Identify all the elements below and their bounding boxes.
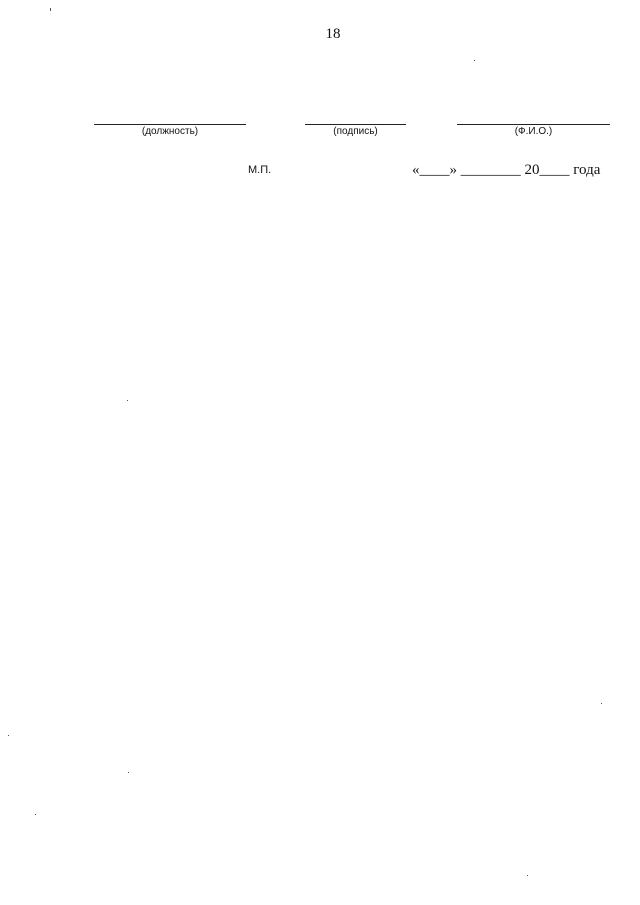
scan-speck	[128, 772, 129, 773]
position-caption: (должность)	[141, 126, 199, 137]
scan-speck	[601, 703, 602, 704]
scan-speck	[474, 60, 475, 61]
scan-speck	[527, 875, 528, 876]
signature-field	[305, 124, 406, 137]
scan-speck	[35, 814, 36, 815]
name-underline	[457, 124, 610, 125]
position-underline	[94, 124, 246, 125]
scan-speck	[50, 8, 51, 11]
scan-speck	[127, 400, 128, 401]
stamp-placeholder: М.П.	[248, 164, 272, 176]
name-signature-field	[457, 124, 610, 137]
page-number: 18	[325, 26, 341, 42]
signature-underline	[305, 124, 406, 125]
date-line: «____» ________ 20____ года	[412, 162, 601, 178]
signature-caption: (подпись)	[333, 126, 378, 137]
position-signature-field	[94, 124, 246, 137]
name-caption: (Ф.И.О.)	[514, 126, 553, 137]
scan-speck	[8, 735, 9, 736]
